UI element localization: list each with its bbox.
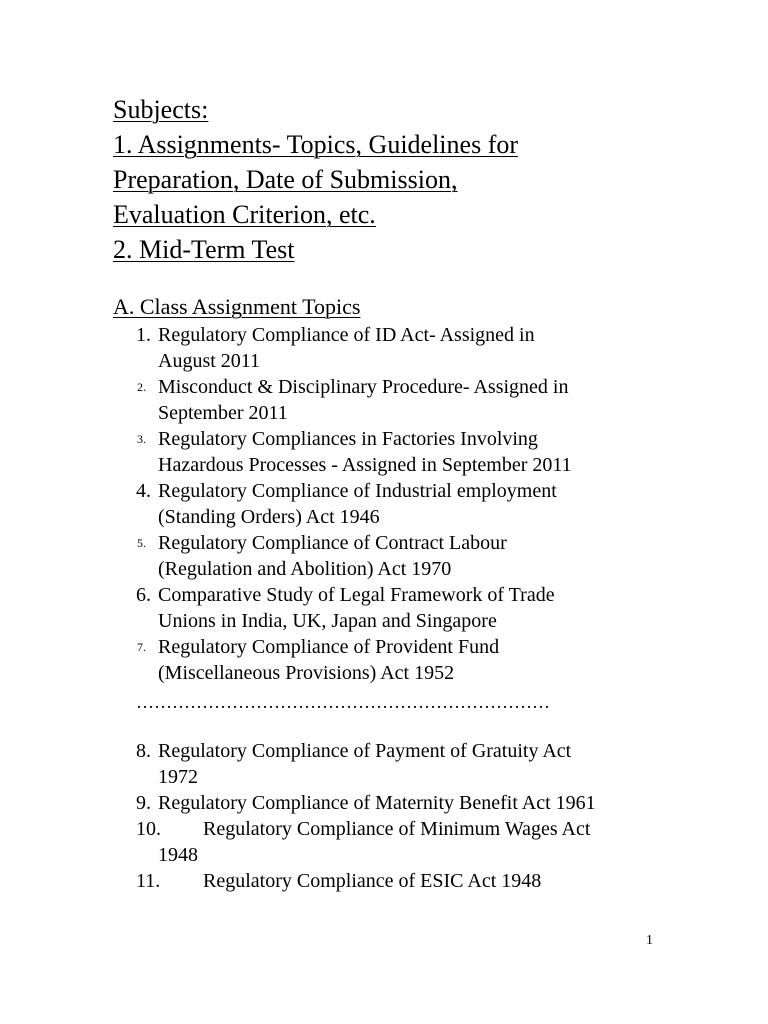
dotted-separator: ……………………………………………………………	[136, 692, 550, 712]
item-text: Regulatory Compliance of ID Act- Assigned in	[158, 324, 535, 346]
item-text: Regulatory Compliance of ESIC Act 1948	[203, 870, 542, 892]
item-number: 1.	[136, 324, 151, 346]
item-text: Regulatory Compliances in Factories Involving	[158, 428, 538, 450]
item-number: 8.	[136, 740, 151, 762]
item-number: 4.	[136, 480, 151, 502]
item-number: 10.	[136, 818, 161, 840]
subject-line: 1. Assignments- Topics, Guidelines for	[113, 130, 519, 159]
item-text: Regulatory Compliance of Payment of Gratuity Act	[158, 740, 572, 762]
item-number: 11.	[136, 870, 161, 892]
item-text: 1972	[158, 766, 198, 788]
item-text: (Regulation and Abolition) Act 1970	[158, 558, 452, 580]
item-text: Comparative Study of Legal Framework of Trade	[158, 584, 555, 606]
subjects-heading	[113, 92, 733, 267]
item-number: 7.	[137, 640, 146, 654]
item-number: 6.	[136, 584, 151, 606]
page-number: 1	[646, 933, 653, 948]
subject-line: Evaluation Criterion, etc.	[113, 200, 376, 229]
item-text: Hazardous Processes - Assigned in September 2011	[158, 454, 572, 476]
item-text: Regulatory Compliance of Industrial employment	[158, 480, 557, 502]
item-text: Regulatory Compliance of Minimum Wages Act	[203, 818, 591, 840]
item-text: September 2011	[158, 402, 288, 424]
item-text: Unions in India, UK, Japan and Singapore	[158, 610, 497, 632]
item-number: 3.	[137, 432, 146, 446]
item-text: (Miscellaneous Provisions) Act 1952	[158, 662, 455, 684]
subject-line: Preparation, Date of Submission,	[113, 165, 458, 194]
item-text: (Standing Orders) Act 1946	[158, 506, 380, 528]
item-number: 9.	[136, 792, 151, 814]
item-text: Misconduct & Disciplinary Procedure- Assigned in	[158, 376, 569, 398]
item-text: Regulatory Compliance of Maternity Benefit Act 1961	[158, 792, 596, 814]
subject-line: 2. Mid-Term Test	[113, 235, 295, 264]
item-number: 2.	[137, 380, 146, 394]
item-text: August 2011	[158, 350, 261, 372]
item-number: 5.	[137, 536, 146, 550]
section-title: A. Class Assignment Topics	[113, 294, 361, 319]
item-text: Regulatory Compliance of Contract Labour	[158, 532, 507, 554]
item-text: 1948	[158, 844, 198, 866]
subjects-title: Subjects:	[113, 95, 209, 124]
item-text: Regulatory Compliance of Provident Fund	[158, 636, 500, 658]
